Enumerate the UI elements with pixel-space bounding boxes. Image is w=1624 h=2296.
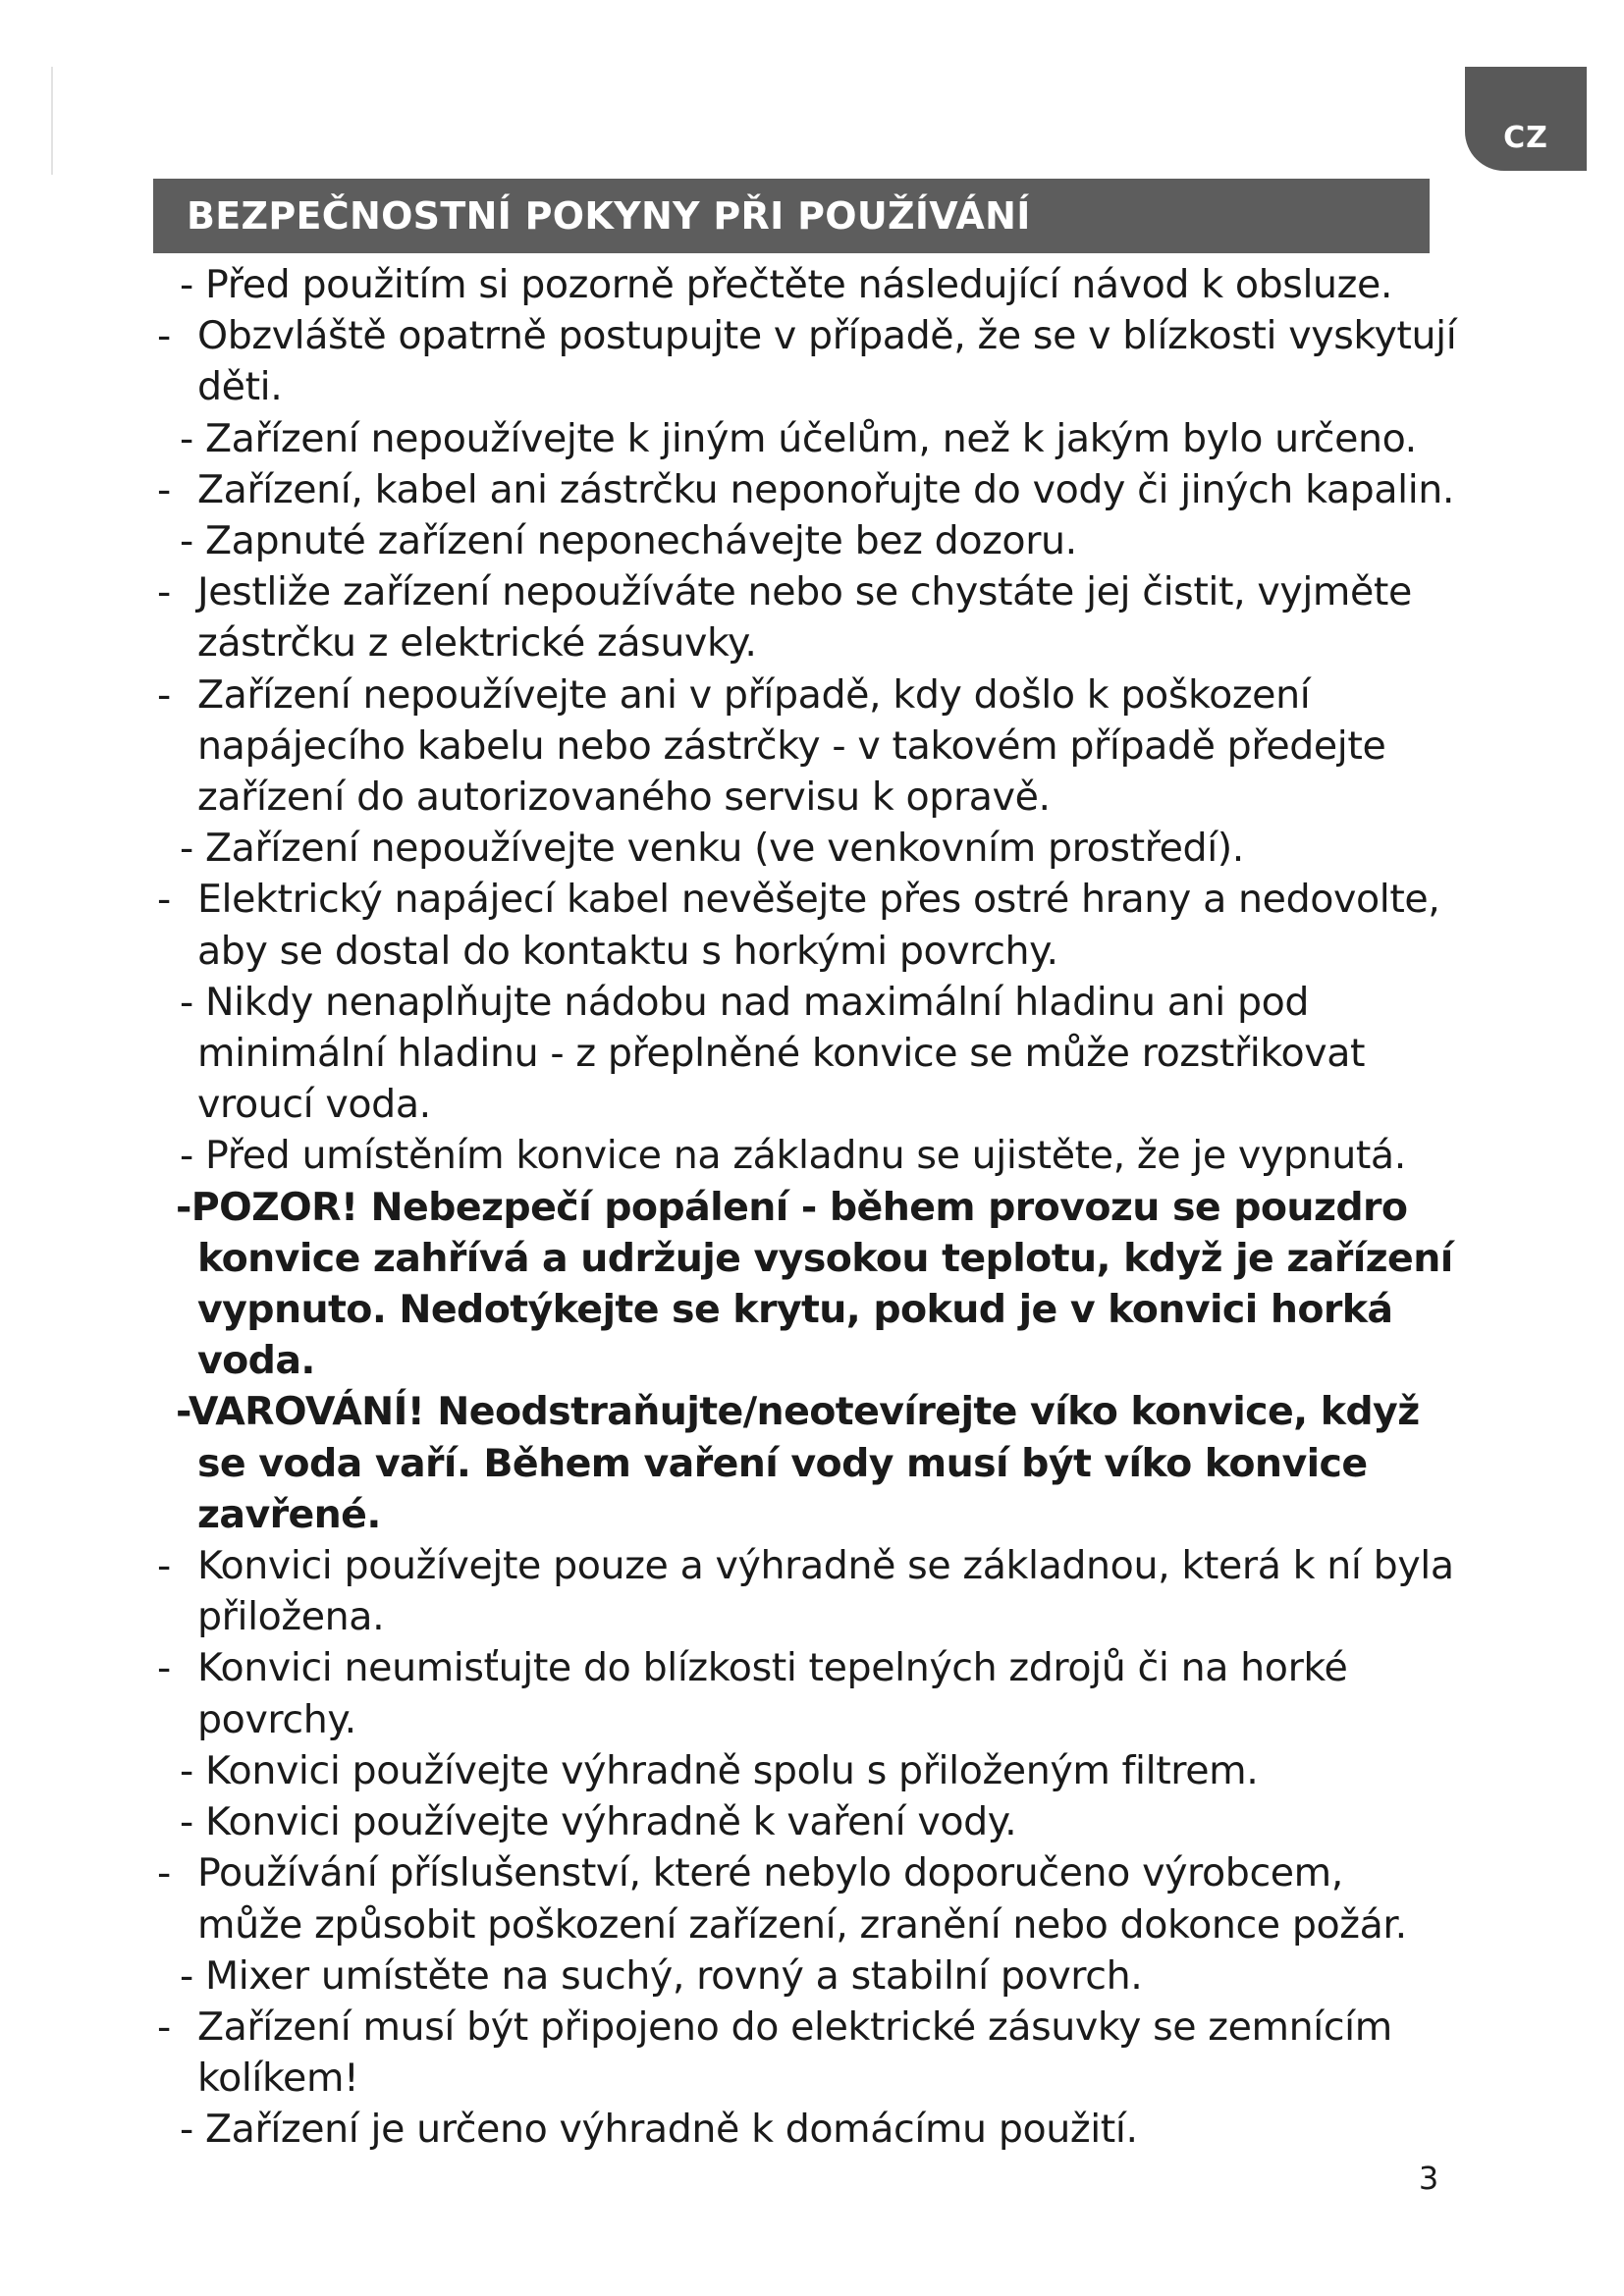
- section-header: [153, 179, 1430, 253]
- list-item: [153, 874, 1459, 976]
- warning-item-burn: [153, 1182, 1459, 1387]
- list-item-text: Konvici používejte výhradně spolu s přiloženým filtrem.: [205, 1747, 1259, 1793]
- list-item-text: Mixer umístěte na suchý, rovný a stabilní povrch.: [205, 1952, 1143, 1999]
- list-item-text: Obzvláště opatrně postupujte v případě, že se v blízkosti vyskytují děti.: [197, 313, 1457, 410]
- list-marker: -: [180, 1952, 193, 1999]
- list-marker: -: [176, 1389, 189, 1435]
- list-item-text: Zařízení, kabel ani zástrčku neponořujte do vody či jiných kapalin.: [197, 466, 1455, 512]
- list-marker: -: [180, 2107, 193, 2153]
- warning-item-lid: [153, 1386, 1459, 1540]
- list-item: [153, 2104, 1459, 2155]
- list-marker: -: [157, 1543, 171, 1589]
- list-item: [153, 823, 1459, 874]
- list-item-text: Před umístěním konvice na základnu se ujistěte, že je vypnutá.: [205, 1133, 1406, 1179]
- list-item: [153, 1642, 1459, 1744]
- list-item-text: Nikdy nenaplňujte nádobu nad maximální hladinu ani pod minimální hladinu - z přeplněné konvice se může rozstřikovat vroucí voda.: [197, 979, 1366, 1128]
- list-marker: -: [157, 569, 171, 615]
- list-marker: -: [180, 979, 193, 1025]
- list-marker: -: [180, 262, 193, 307]
- list-marker: -: [157, 1850, 171, 1896]
- safety-instructions-list: [153, 259, 1459, 2156]
- list-item: [153, 1130, 1459, 1181]
- list-item: [153, 1745, 1459, 1796]
- list-item-text: Jestliže zařízení nepoužíváte nebo se chystáte jej čistit, vyjměte zástrčku z elektrické zásuvky.: [197, 569, 1412, 667]
- list-item: [153, 1847, 1459, 1949]
- list-marker: -: [157, 2003, 171, 2050]
- list-item-text: VAROVÁNÍ! Neodstraňujte/neotevírejte víko konvice, když se voda vaří. Během vaření vody musí být víko konvice zavřené.: [188, 1389, 1420, 1537]
- list-item: [153, 1796, 1459, 1847]
- list-item: [153, 310, 1459, 412]
- list-marker: -: [157, 671, 171, 718]
- list-item: [153, 669, 1459, 824]
- list-item-text: Zařízení nepoužívejte k jiným účelům, než k jakým bylo určeno.: [205, 415, 1417, 461]
- list-item-text: Zařízení nepoužívejte venku (ve venkovním prostředí).: [205, 826, 1244, 872]
- list-item-text: Elektrický napájecí kabel nevěšejte přes ostré hrany a nedovolte, aby se dostal do kontaktu s horkými povrchy.: [197, 877, 1440, 974]
- list-item: [153, 2002, 1459, 2104]
- list-item: [153, 464, 1459, 515]
- list-item: [153, 413, 1459, 464]
- page-number: 3: [1418, 2160, 1439, 2197]
- list-marker: -: [180, 826, 193, 872]
- list-marker: -: [157, 1645, 171, 1691]
- language-tab: [1465, 67, 1587, 171]
- list-marker: -: [157, 313, 171, 359]
- language-tab-label: CZ: [1503, 121, 1548, 155]
- margin-guide-line: [51, 67, 53, 175]
- list-marker: -: [157, 466, 171, 512]
- list-marker: -: [176, 1184, 191, 1230]
- list-marker: -: [180, 1799, 193, 1845]
- list-item-text: Před použitím si pozorně přečtěte následující návod k obsluze.: [205, 262, 1393, 307]
- list-item-text: Zapnuté zařízení neponechávejte bez dozoru.: [205, 518, 1077, 564]
- list-item: [153, 566, 1459, 668]
- list-item: [153, 515, 1459, 566]
- section-title: BEZPEČNOSTNÍ POKYNY PŘI POUŽÍVÁNÍ: [187, 194, 1031, 238]
- list-item: [153, 977, 1459, 1131]
- list-marker: -: [180, 1747, 193, 1793]
- list-item-text: Zařízení musí být připojeno do elektrické zásuvky se zemnícím kolíkem!: [197, 2003, 1392, 2102]
- list-marker: -: [180, 518, 193, 564]
- list-item-text: POZOR! Nebezpečí popálení - během provozu se pouzdro konvice zahřívá a udržuje vysokou teplotu, když je zařízení vypnuto. Nedotýkejte se krytu, pokud je v konvici horká voda.: [190, 1184, 1453, 1384]
- list-item-text: Zařízení nepoužívejte ani v případě, kdy došlo k poškození napájecího kabelu nebo zástrčky - v takovém případě předejte zařízení do autorizovaného servisu k opravě.: [197, 671, 1386, 821]
- list-item-text: Konvici neumisťujte do blízkosti tepelných zdrojů či na horké povrchy.: [197, 1645, 1348, 1742]
- list-marker: -: [180, 415, 193, 461]
- list-item: [153, 1950, 1459, 2002]
- list-item: [153, 259, 1459, 310]
- list-marker: -: [180, 1133, 193, 1179]
- list-item: [153, 1540, 1459, 1642]
- list-item-text: Konvici používejte pouze a výhradně se základnou, která k ní byla přiložena.: [197, 1543, 1454, 1640]
- list-item-text: Konvici používejte výhradně k vaření vody.: [205, 1799, 1017, 1845]
- list-item-text: Používání příslušenství, které nebylo doporučeno výrobcem, může způsobit poškození zařízení, zranění nebo dokonce požár.: [197, 1850, 1407, 1948]
- list-marker: -: [157, 877, 171, 923]
- list-item-text: Zařízení je určeno výhradně k domácímu použití.: [205, 2107, 1138, 2153]
